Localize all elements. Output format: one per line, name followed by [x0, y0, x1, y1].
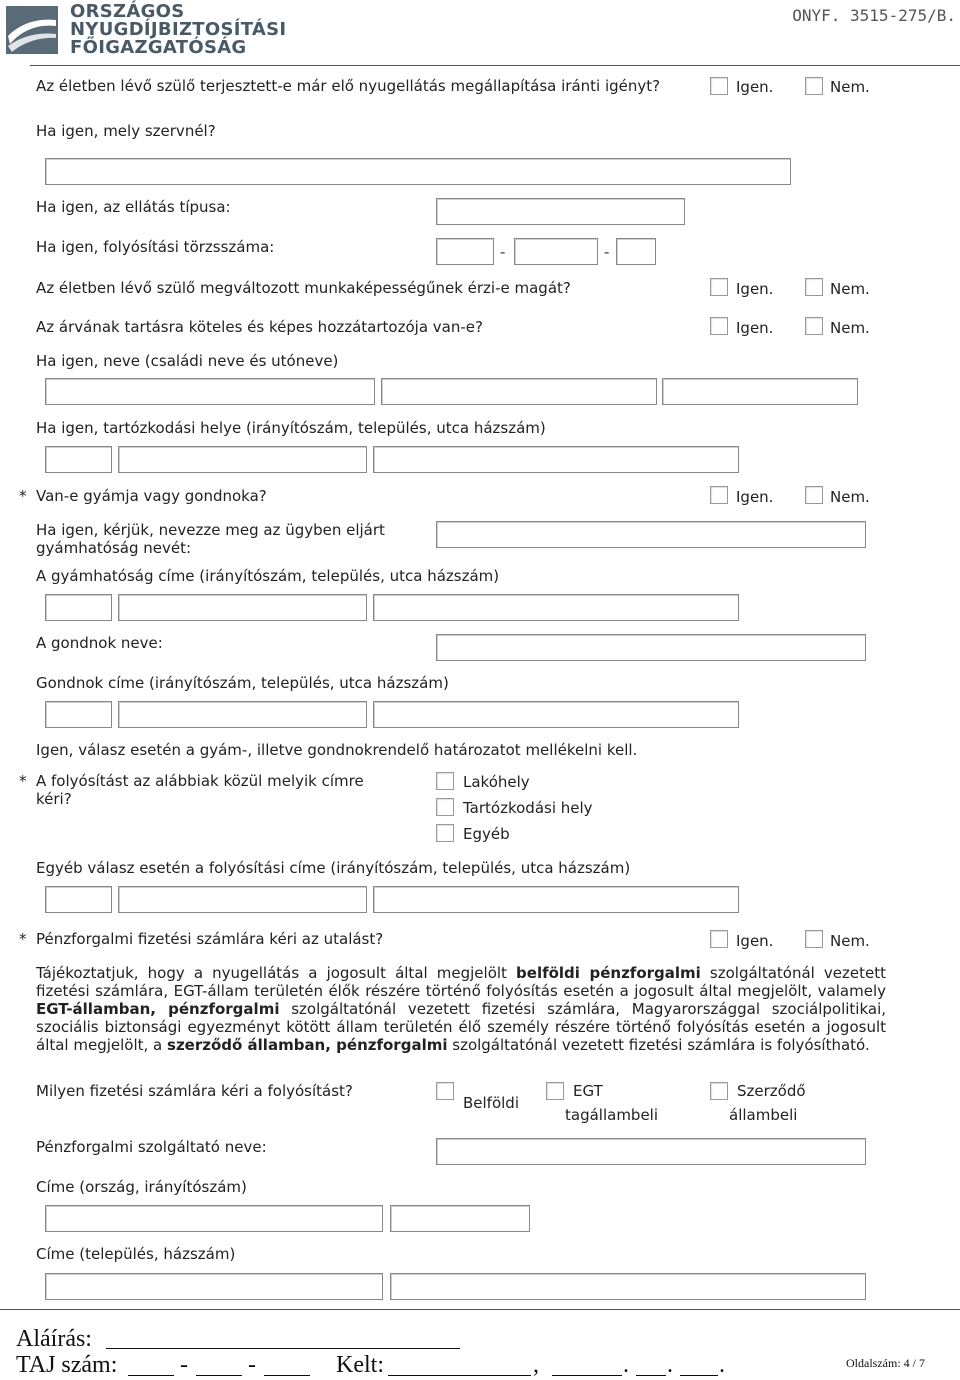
bank-transfer-yes-checkbox[interactable] [710, 930, 728, 948]
provider-city-field[interactable] [45, 1273, 383, 1300]
guardian-name-field[interactable] [436, 634, 866, 661]
guardian-name-label: A gondnok neve: [36, 634, 163, 652]
benefit-type-label: Ha igen, az ellátás típusa: [36, 198, 231, 216]
relative-family-name-field[interactable] [45, 378, 375, 405]
relative-street-field[interactable] [373, 446, 739, 473]
address-other-checkbox[interactable] [436, 824, 454, 842]
info-emphasis: belföldi pénzforgalmi [516, 964, 701, 982]
date-comma: , [533, 1352, 539, 1378]
provider-zip-field[interactable] [390, 1205, 530, 1232]
reduced-capacity-no-checkbox[interactable] [805, 278, 823, 296]
signature-label: Aláírás: [16, 1326, 92, 1352]
information-paragraph [36, 964, 886, 1054]
reduced-capacity-yes-checkbox[interactable] [710, 278, 728, 296]
guardian-note: Igen, válasz esetén a gyám-, illetve gondnokrendelő határozatot mellékelni kell. [36, 741, 638, 759]
bank-transfer-yes-label: Igen. [736, 932, 774, 950]
provider-country-field[interactable] [45, 1205, 383, 1232]
relative-support-no-label: Nem. [830, 319, 870, 337]
payment-number-separator: - [604, 243, 610, 261]
provider-street-field[interactable] [390, 1273, 866, 1300]
taj-label: TAJ szám: [16, 1352, 118, 1378]
info-text: szolgáltatónál vezetett fizetési számlára is folyósítható. [447, 1036, 870, 1054]
account-treaty-label-1: Szerződő [737, 1082, 806, 1100]
account-eea-label-1: EGT [573, 1082, 603, 1100]
parent-claim-no-label: Nem. [830, 78, 870, 96]
other-zip-field[interactable] [45, 886, 112, 913]
page-number: Oldalszám: 4 / 7 [846, 1356, 925, 1370]
other-city-field[interactable] [118, 886, 367, 913]
account-eea-label-2: tagállambeli [565, 1106, 659, 1124]
address-stay-label: Tartózkodási hely [463, 799, 593, 817]
account-treaty-checkbox[interactable] [710, 1082, 728, 1100]
other-address-label: Egyéb válasz esetén a folyósítási címe (irányítószám, település, utca házszám) [36, 859, 631, 877]
org-line-2: NYUGDÍJBIZTOSÍTÁSI [70, 19, 287, 40]
account-domestic-label: Belföldi [463, 1094, 520, 1112]
date-year-line[interactable] [552, 1353, 622, 1376]
relative-name-label: Ha igen, neve (családi neve és utóneve) [36, 352, 339, 370]
relative-given-name-field[interactable] [381, 378, 657, 405]
date-month-line[interactable] [636, 1353, 666, 1376]
question-guardian: Van-e gyámja vagy gondnoka? [36, 487, 267, 505]
provider-name-field[interactable] [436, 1138, 866, 1165]
other-street-field[interactable] [373, 886, 739, 913]
guardian-street-field[interactable] [373, 701, 739, 728]
info-text: szolgáltatónál vezetett fizetési számlára, Magyarországgal szociálpolitikai, szociális biztonsági egyezményt kötött állam területén élő személy részére történő folyósítás esetén a jogosult által megjelölt, a [36, 1000, 887, 1054]
address-residence-label: Lakóhely [463, 773, 530, 791]
date-label: Kelt: [336, 1352, 384, 1378]
authority-address-label: A gyámhatóság címe (irányítószám, település, utca házszám) [36, 567, 500, 585]
required-mark: * [19, 772, 27, 790]
payment-number-part1-field[interactable] [436, 238, 494, 265]
date-place-line[interactable] [388, 1353, 531, 1376]
address-residence-checkbox[interactable] [436, 772, 454, 790]
question-account-type: Milyen fizetési számlára kéri a folyósítást? [36, 1082, 353, 1100]
info-text: szolgáltatónál vezetett fizetési számlára, EGT-állam területén élők részére történő folyósítás esetén a jogosult által megjelölt, valamely [36, 964, 886, 1000]
relative-support-yes-label: Igen. [736, 319, 774, 337]
payment-number-separator: - [500, 243, 506, 261]
account-treaty-label-2: állambeli [729, 1106, 798, 1124]
authority-street-field[interactable] [373, 594, 739, 621]
guardian-yes-checkbox[interactable] [710, 486, 728, 504]
provider-address2-label: Címe (település, házszám) [36, 1245, 236, 1263]
logo-icon [6, 6, 58, 54]
reduced-capacity-yes-label: Igen. [736, 280, 774, 298]
authority-zip-field[interactable] [45, 594, 112, 621]
guardianship-authority-label: Ha igen, kérjük, nevezze meg az ügyben eljárt gyámhatóság nevét: [36, 521, 385, 557]
provider-name-label: Pénzforgalmi szolgáltató neve: [36, 1138, 267, 1156]
guardian-address-label: Gondnok címe (irányítószám, település, utca házszám) [36, 674, 449, 692]
payment-number-part2-field[interactable] [514, 238, 598, 265]
authority-city-field[interactable] [118, 594, 367, 621]
account-eea-checkbox[interactable] [546, 1082, 564, 1100]
taj-separator: - [248, 1352, 256, 1378]
parent-claim-yes-label: Igen. [736, 78, 774, 96]
reduced-capacity-no-label: Nem. [830, 280, 870, 298]
organization-name [70, 3, 286, 57]
taj-part3-line[interactable] [264, 1353, 310, 1376]
relative-given-name-2-field[interactable] [662, 378, 858, 405]
guardian-no-checkbox[interactable] [805, 486, 823, 504]
info-emphasis: EGT-államban, pénzforgalmi [36, 1000, 280, 1018]
guardian-zip-field[interactable] [45, 701, 112, 728]
question-relative-support: Az árvának tartásra köteles és képes hozzátartozója van-e? [36, 318, 483, 336]
question-reduced-capacity: Az életben lévő szülő megváltozott munkaképességűnek érzi-e magát? [36, 279, 571, 297]
required-mark: * [19, 487, 27, 505]
guardianship-authority-field[interactable] [436, 521, 866, 548]
date-dot: . [667, 1352, 673, 1378]
org-line-3: FŐIGAZGATÓSÁG [70, 37, 247, 58]
info-text: Tájékoztatjuk, hogy a nyugellátás a jogosult által megjelölt [36, 964, 517, 982]
question-bank-transfer: Pénzforgalmi fizetési számlára kéri az utalást? [36, 930, 384, 948]
signature-line[interactable] [106, 1326, 460, 1349]
parent-claim-agency-label: Ha igen, mely szervnél? [36, 122, 216, 140]
address-other-label: Egyéb [463, 825, 510, 843]
benefit-type-field[interactable] [436, 198, 685, 225]
payment-number-label: Ha igen, folyósítási törzsszáma: [36, 238, 275, 256]
form-code: ONYF. 3515-275/B. [792, 6, 956, 25]
parent-claim-no-checkbox[interactable] [805, 77, 823, 95]
parent-claim-agency-field[interactable] [45, 158, 791, 185]
date-dot: . [623, 1352, 629, 1378]
guardian-yes-label: Igen. [736, 488, 774, 506]
header-divider [30, 65, 960, 66]
taj-separator: - [180, 1352, 188, 1378]
required-mark: * [19, 930, 27, 948]
account-domestic-checkbox[interactable] [436, 1082, 454, 1100]
bank-transfer-no-checkbox[interactable] [805, 930, 823, 948]
info-emphasis: szerződő államban, pénzforgalmi [167, 1036, 448, 1054]
question-payment-address: A folyósítást az alábbiak közül melyik címre kéri? [36, 772, 364, 808]
org-line-1: ORSZÁGOS [70, 1, 185, 22]
bank-transfer-no-label: Nem. [830, 932, 870, 950]
taj-part2-line[interactable] [196, 1353, 242, 1376]
provider-address1-label: Címe (ország, irányítószám) [36, 1178, 247, 1196]
taj-part1-line[interactable] [128, 1353, 174, 1376]
date-day-line[interactable] [680, 1353, 718, 1376]
relative-support-yes-checkbox[interactable] [710, 317, 728, 335]
parent-claim-yes-checkbox[interactable] [710, 77, 728, 95]
relative-zip-field[interactable] [45, 446, 112, 473]
relative-support-no-checkbox[interactable] [805, 317, 823, 335]
payment-number-part3-field[interactable] [616, 238, 656, 265]
footer-divider [0, 1309, 960, 1310]
guardian-city-field[interactable] [118, 701, 367, 728]
relative-city-field[interactable] [118, 446, 367, 473]
address-stay-checkbox[interactable] [436, 798, 454, 816]
relative-address-label: Ha igen, tartózkodási helye (irányítószám, település, utca házszám) [36, 419, 546, 437]
question-parent-claim: Az életben lévő szülő terjesztett-e már elő nyugellátás megállapítása iránti igényt? [36, 77, 661, 95]
guardian-no-label: Nem. [830, 488, 870, 506]
date-dot: . [719, 1352, 725, 1378]
